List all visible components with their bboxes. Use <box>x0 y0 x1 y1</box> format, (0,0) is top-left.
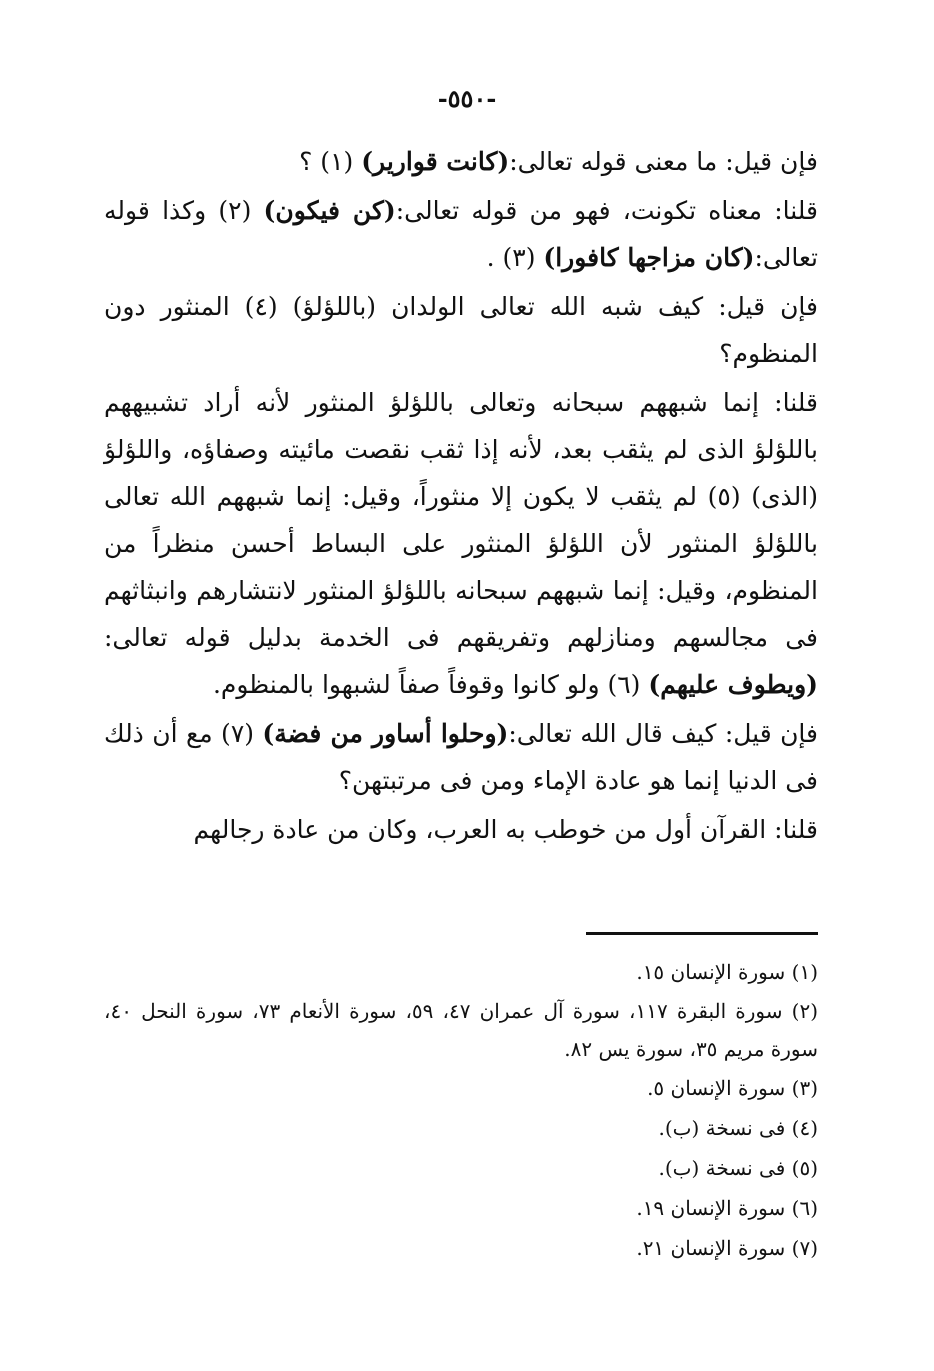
footnote-7: (٧) سورة الإنسان ٢١. <box>636 1236 818 1260</box>
paragraph-question-1 <box>104 138 818 185</box>
main-text <box>104 138 818 855</box>
text-segment: فإن قيل: ما معنى قوله تعالى: <box>509 147 818 176</box>
footnote-divider <box>586 932 818 935</box>
paragraph-question-3 <box>104 710 818 804</box>
text-segment: (٣) . <box>486 243 544 272</box>
quran-quote: (ويطوف عليهم) <box>648 670 818 699</box>
footnote-6: (٦) سورة الإنسان ١٩. <box>636 1196 818 1220</box>
footnote-5: (٥) فى نسخة (ب). <box>658 1156 818 1180</box>
quran-quote: (كن فيكون) <box>263 196 396 225</box>
text-segment: (١) ؟ <box>299 147 362 176</box>
footnote-4: (٤) فى نسخة (ب). <box>658 1116 818 1140</box>
footnote-3: (٣) سورة الإنسان ٥. <box>647 1076 818 1100</box>
quran-quote: (كان مزاجها كافورا) <box>543 243 755 272</box>
text-segment: (٧) مع أن ذلك فى الدنيا إنما هو عادة الإماء ومن فى مرتبتهن؟ <box>104 719 818 795</box>
paragraph-question-2: فإن قيل: كيف شبه الله تعالى الولدان (باللؤلؤ) (٤) المنثور دون المنظوم؟ <box>104 292 818 368</box>
footnotes <box>104 952 818 1268</box>
text-segment: (٢) وكذا قوله تعالى: <box>104 196 818 272</box>
footnote-2: (٢) سورة البقرة ١١٧، سورة آل عمران ٤٧، ٥٩، سورة الأنعام ٧٣، سورة النحل ٤٠، سورة مريم ٣٥، سورة يس ٨٢. <box>104 999 818 1061</box>
footnote-1: (١) سورة الإنسان ١٥. <box>636 960 818 984</box>
paragraph-answer-2 <box>104 379 818 708</box>
text-segment: فإن قيل: كيف قال الله تعالى: <box>508 719 819 748</box>
text-segment: قلنا: إنما شبههم سبحانه وتعالى باللؤلؤ المنثور لأنه أراد تشبيههم باللؤلؤ الذى لم يثقب بعد، لأنه إذا ثقب نقصت مائيته وصفاؤه، واللؤلؤ (الذى) (٥) لم يثقب لا يكون إلا منثوراً، وقيل: إنما شبههم الله تعالى باللؤلؤ المنثور لأن اللؤلؤ المنثور على البساط أحسن منظراً من المنظوم، وقيل: إنما شبههم سبحانه باللؤلؤ المنثور لانتشارهم وانبثاثهم فى مجالسهم ومنازلهم وتفريقهم فى الخدمة بدليل قوله تعالى: <box>104 388 818 652</box>
paragraph-answer-3: قلنا: القرآن أول من خوطب به العرب، وكان من عادة رجالهم <box>193 815 818 844</box>
page-number: -٥٥٠- <box>437 84 497 113</box>
quran-quote: (وحلوا أساور من فضة) <box>262 719 509 748</box>
text-segment: (٦) ولو كانوا وقوفاً صفاً لشبهوا بالمنظوم. <box>212 670 649 699</box>
paragraph-answer-1 <box>104 187 818 281</box>
text-segment: قلنا: معناه تكونت، فهو من قوله تعالى: <box>395 196 819 225</box>
quran-quote: (كانت قوارير) <box>361 147 510 176</box>
